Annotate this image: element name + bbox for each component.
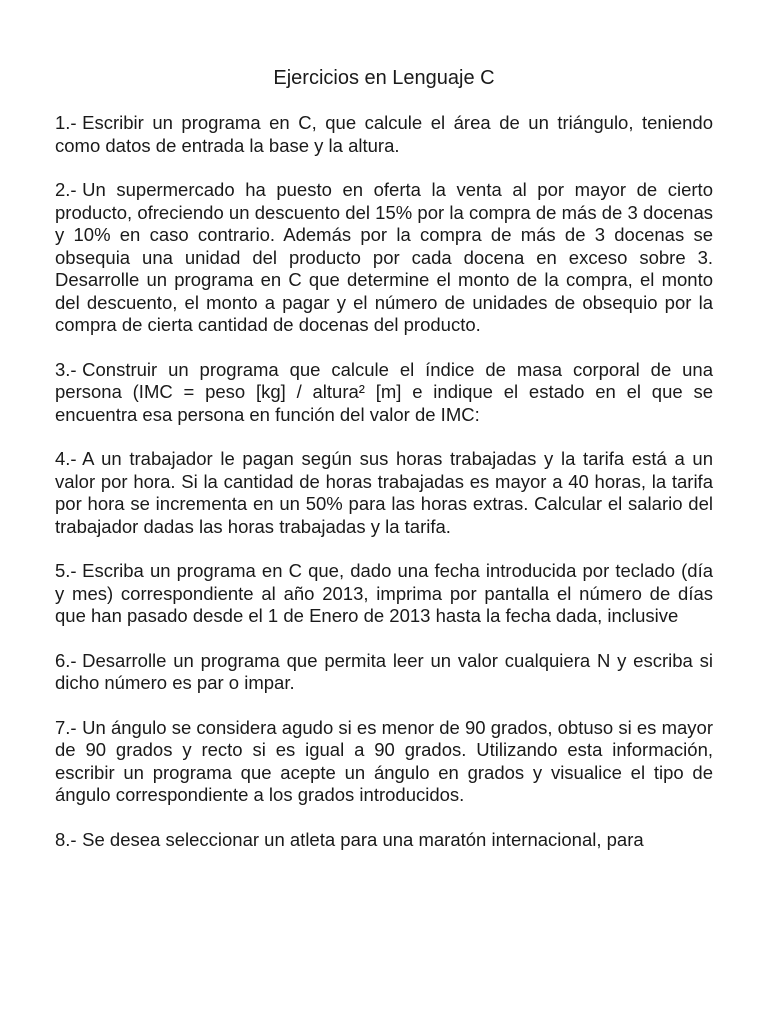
exercise-number: 7.- — [55, 716, 77, 738]
exercise-4 — [55, 448, 713, 538]
exercise-7 — [55, 717, 713, 807]
exercise-number: 4.- — [55, 448, 77, 469]
exercise-text: Un supermercado ha puesto en oferta la venta al por mayor de cierto producto, ofreciendo un descuento del 15% por la compra de más de 3 docenas y 10% en caso contrario. Además por la compra de más de 3 docenas se obsequia una unidad del producto por cada docena en exceso sobre 3. Desarrolle un programa en C que determine el monto de la compra, el monto del descuento, el monto a pagar y el número de unidades de obsequio por la compra de cierta cantidad de docenas del producto. — [55, 179, 713, 335]
document-title: Ejercicios en Lenguaje C — [273, 67, 495, 89]
exercise-text: Escriba un programa en C que, dado una fecha introducida por teclado (día y mes) correspondiente al año 2013, imprima por pantalla el número de días que han pasado desde el 1 de Enero de 2013 hasta la fecha dada, inclusive — [55, 560, 713, 626]
exercise-text: Escribir un programa en C, que calcule el área de un triángulo, teniendo como datos de entrada la base y la altura. — [55, 112, 713, 156]
exercise-3 — [55, 359, 713, 427]
exercise-number: 3.- — [55, 358, 77, 380]
exercise-text: Se desea seleccionar un atleta para una maratón internacional, para — [82, 828, 644, 850]
exercise-text: Construir un programa que calcule el índice de masa corporal de una persona (IMC = peso [kg] / altura² [m] e indique el estado en el que se encuentra esa persona en función del valor de IMC: — [55, 358, 713, 425]
exercise-text: A un trabajador le pagan según sus horas trabajadas y la tarifa está a un valor por hora. Si la cantidad de horas trabajadas es mayor a 40 horas, la tarifa por hora se incrementa en un 50% para las horas extras. Calcular el salario del trabajador dadas las horas trabajadas y la tarifa. — [55, 448, 713, 537]
exercise-text: Un ángulo se considera agudo si es menor de 90 grados, obtuso si es mayor de 90 grados y recto si es igual a 90 grados. Utilizando esta información, escribir un programa que acepte un ángulo en grados y visualice el tipo de ángulo correspondiente a los grados introducidos. — [55, 716, 713, 805]
exercise-1 — [55, 112, 713, 157]
exercise-number: 8.- — [55, 828, 77, 850]
exercise-number: 2.- — [55, 179, 77, 200]
exercise-2 — [55, 179, 713, 337]
exercise-number: 5.- — [55, 560, 77, 581]
exercise-8 — [55, 829, 713, 852]
exercise-number: 6.- — [55, 649, 77, 671]
exercise-6 — [55, 650, 713, 695]
exercise-number: 1.- — [55, 112, 77, 133]
exercise-5 — [55, 560, 713, 628]
exercise-text: Desarrolle un programa que permita leer un valor cualquiera N y escriba si dicho número es par o impar. — [55, 649, 713, 693]
